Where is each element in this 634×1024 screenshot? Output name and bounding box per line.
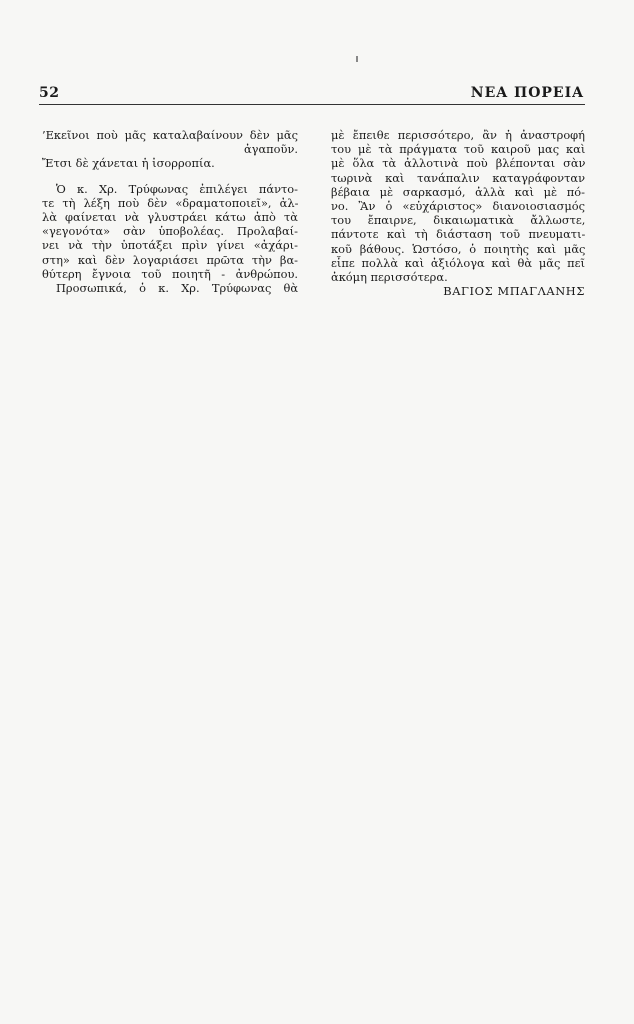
text-line: κοῦ βάθους. Ὡστόσο, ὁ ποιητὴς καὶ μᾶς <box>331 241 585 256</box>
text-line: μὲ ἔπειθε περισσότερο, ἂν ἡ ἀναστροφή <box>331 128 585 142</box>
text-line: στη» καὶ δὲν λογαριάσει πρῶτα τὴν βα- <box>42 252 298 267</box>
header-rule <box>39 104 585 105</box>
text-line: Ὁ κ. Χρ. Τρύφωνας ἐπιλέγει πάντο- <box>56 181 298 196</box>
text-line: βέβαια μὲ σαρκασμό, ἀλλὰ καὶ μὲ πό- <box>331 184 585 199</box>
text-line: τωρινὰ καὶ τανάπαλιν καταγράφονταν <box>331 170 585 185</box>
text-line: Προσωπικά, ὁ κ. Χρ. Τρύφωνας θὰ <box>56 281 298 296</box>
text-line: του μὲ τὰ πράγματα τοῦ καιροῦ μας καὶ <box>331 142 585 157</box>
text-line: θύτερη ἔγνοια τοῦ ποιητῆ - ἀνθρώπου. <box>42 266 298 281</box>
text-line: νο. Ἂν ὁ «εὐχάριστος» διανοιοσιασμός <box>331 199 585 214</box>
text-line: μὲ ὅλα τὰ ἀλλοτινὰ ποὺ βλέπονται σὰν <box>331 156 585 171</box>
text-line: λὰ φαίνεται νὰ γλυστράει κάτω ἀπὸ τὰ <box>42 210 298 225</box>
text-line: εἶπε πολλὰ καὶ ἀξιόλογα καὶ θὰ μᾶς πεῖ <box>331 255 585 270</box>
text-line: ἀγαποῦν. <box>243 142 298 157</box>
paragraph-gap <box>42 171 298 182</box>
author-signature: ΒΑΓΙΟΣ ΜΠΑΓΛΑΝΗΣ <box>443 284 585 299</box>
left-column <box>42 128 298 295</box>
right-column <box>331 128 585 298</box>
running-title: ΝΕΑ ΠΟΡΕΙΑ <box>470 85 584 101</box>
paper-speck <box>356 56 358 62</box>
text-line: του ἔπαιρνε, δικαιωματικὰ ἄλλωστε, <box>331 213 585 228</box>
text-line: ἀκόμη περισσότερα. <box>331 270 448 285</box>
text-line: πάντοτε καὶ τὴ διάσταση τοῦ πνευματι- <box>331 227 585 242</box>
text-line: τε τὴ λέξη ποὺ δὲν «δραματοποιεῖ», ἀλ- <box>42 195 298 210</box>
page-header <box>39 85 584 103</box>
text-line: Ἔτσι δὲ χάνεται ἡ ἰσορροπία. <box>42 156 215 171</box>
page-number: 52 <box>39 85 60 101</box>
text-line: «γεγονότα» σὰν ὑποβολέας. Προλαβαί- <box>42 224 298 239</box>
text-line: νει νὰ τὴν ὑποτάξει πρὶν γίνει «ἀχάρι- <box>42 238 298 253</box>
text-line: ’Εκεῖνοι ποὺ μᾶς καταλαβαίνουν δὲν μᾶς <box>42 128 298 142</box>
